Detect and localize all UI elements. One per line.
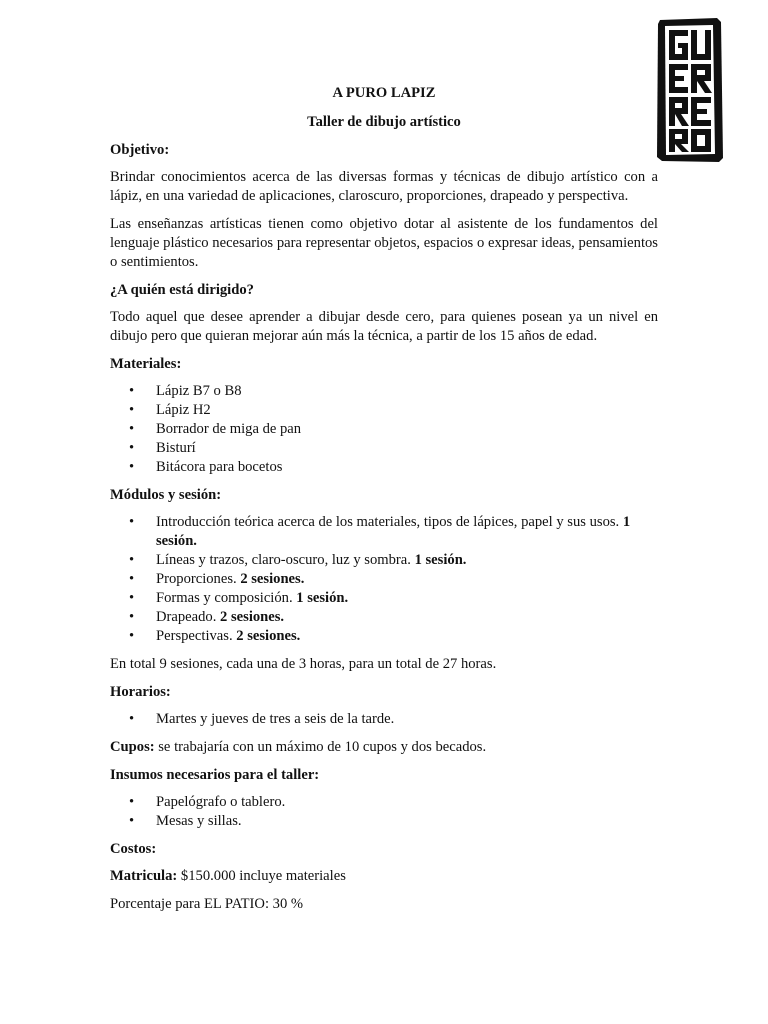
module-sessions: 1 sesión. [156, 514, 631, 549]
horarios-list [110, 710, 658, 729]
bullet: • [129, 794, 135, 810]
list-item-text: Martes y jueves de tres a seis de la tarde. [156, 711, 395, 727]
bullet: • [129, 813, 135, 829]
list-item [110, 458, 658, 477]
matricula-line [110, 867, 658, 886]
matricula-label: Matricula: [110, 868, 178, 884]
bullet: • [129, 571, 135, 587]
list-item-text: Mesas y sillas. [156, 813, 242, 829]
document-subtitle: Taller de dibujo artístico [307, 114, 461, 130]
module-text: Formas y composición. [156, 590, 297, 606]
dirigido-paragraph: Todo aquel que desee aprender a dibujar desde cero, para quienes posean ya un nivel en dibujo pero que quieran mejorar aún más la técnica, a partir de los 15 años de edad. [110, 309, 658, 344]
cupos-text: se trabajaría con un máximo de 10 cupos y dos becados. [154, 739, 487, 755]
bullet: • [129, 459, 135, 475]
list-item [110, 420, 658, 439]
bullet: • [129, 402, 135, 418]
bullet: • [129, 609, 135, 625]
horarios-heading: Horarios: [110, 684, 171, 700]
list-item [110, 589, 658, 608]
objetivo-paragraph-1: Brindar conocimientos acerca de las diversas formas y técnicas de dibujo artístico con a lápiz, en una variedad de aplicaciones, claroscuro, proporciones, drapeado y perspectiva. [110, 169, 658, 204]
module-sessions: 2 sesiones. [220, 609, 285, 625]
modulos-heading: Módulos y sesión: [110, 487, 222, 503]
list-item-text: Bisturí [156, 440, 196, 456]
materiales-heading: Materiales: [110, 356, 182, 372]
cupos-line [110, 738, 658, 757]
insumos-list [110, 793, 658, 831]
module-text: Introducción teórica acerca de los materiales, tipos de lápices, papel y sus usos. [156, 514, 623, 530]
list-item [110, 570, 658, 589]
dirigido-heading: ¿A quién está dirigido? [110, 282, 254, 298]
porcentaje-line: Porcentaje para EL PATIO: 30 % [110, 896, 304, 912]
bullet: • [129, 552, 135, 568]
insumos-heading: Insumos necesarios para el taller: [110, 767, 320, 783]
total-sessions-text: En total 9 sesiones, cada una de 3 horas, para un total de 27 horas. [110, 656, 497, 672]
list-item-text: Bitácora para bocetos [156, 459, 283, 475]
list-item-text: Lápiz B7 o B8 [156, 383, 242, 399]
objetivo-heading: Objetivo: [110, 142, 170, 158]
module-sessions: 1 sesión. [296, 590, 349, 606]
bullet: • [129, 514, 135, 530]
list-item-text: Papelógrafo o tablero. [156, 794, 286, 810]
list-item-text: Borrador de miga de pan [156, 421, 302, 437]
bullet: • [129, 421, 135, 437]
list-item [110, 710, 658, 729]
list-item [110, 382, 658, 401]
objetivo-paragraph-2: Las enseñanzas artísticas tienen como objetivo dotar al asistente de los fundamentos del lenguaje plástico necesarios para representar objetos, espacios o expresar ideas, pensamientos o sentimientos. [110, 216, 658, 270]
document-body [110, 84, 658, 923]
bullet: • [129, 590, 135, 606]
list-item [110, 812, 658, 831]
list-item [110, 401, 658, 420]
document-title: A PURO LAPIZ [332, 85, 436, 101]
list-item-text: Lápiz H2 [156, 402, 211, 418]
module-text: Proporciones. [156, 571, 241, 587]
guerrero-logo [657, 18, 723, 162]
list-item [110, 793, 658, 812]
list-item [110, 439, 658, 458]
module-text: Perspectivas. [156, 628, 237, 644]
materiales-list [110, 382, 658, 477]
modulos-list [110, 513, 658, 646]
cupos-label: Cupos: [110, 739, 155, 755]
list-item [110, 551, 658, 570]
bullet: • [129, 383, 135, 399]
list-item [110, 627, 658, 646]
module-sessions: 1 sesión. [414, 552, 467, 568]
bullet: • [129, 628, 135, 644]
module-text: Drapeado. [156, 609, 221, 625]
bullet: • [129, 711, 135, 727]
module-sessions: 2 sesiones. [236, 628, 301, 644]
list-item [110, 608, 658, 627]
list-item [110, 513, 658, 551]
matricula-text: $150.000 incluye materiales [177, 868, 346, 884]
module-text: Líneas y trazos, claro-oscuro, luz y sombra. [156, 552, 415, 568]
costos-heading: Costos: [110, 841, 157, 857]
bullet: • [129, 440, 135, 456]
module-sessions: 2 sesiones. [240, 571, 305, 587]
